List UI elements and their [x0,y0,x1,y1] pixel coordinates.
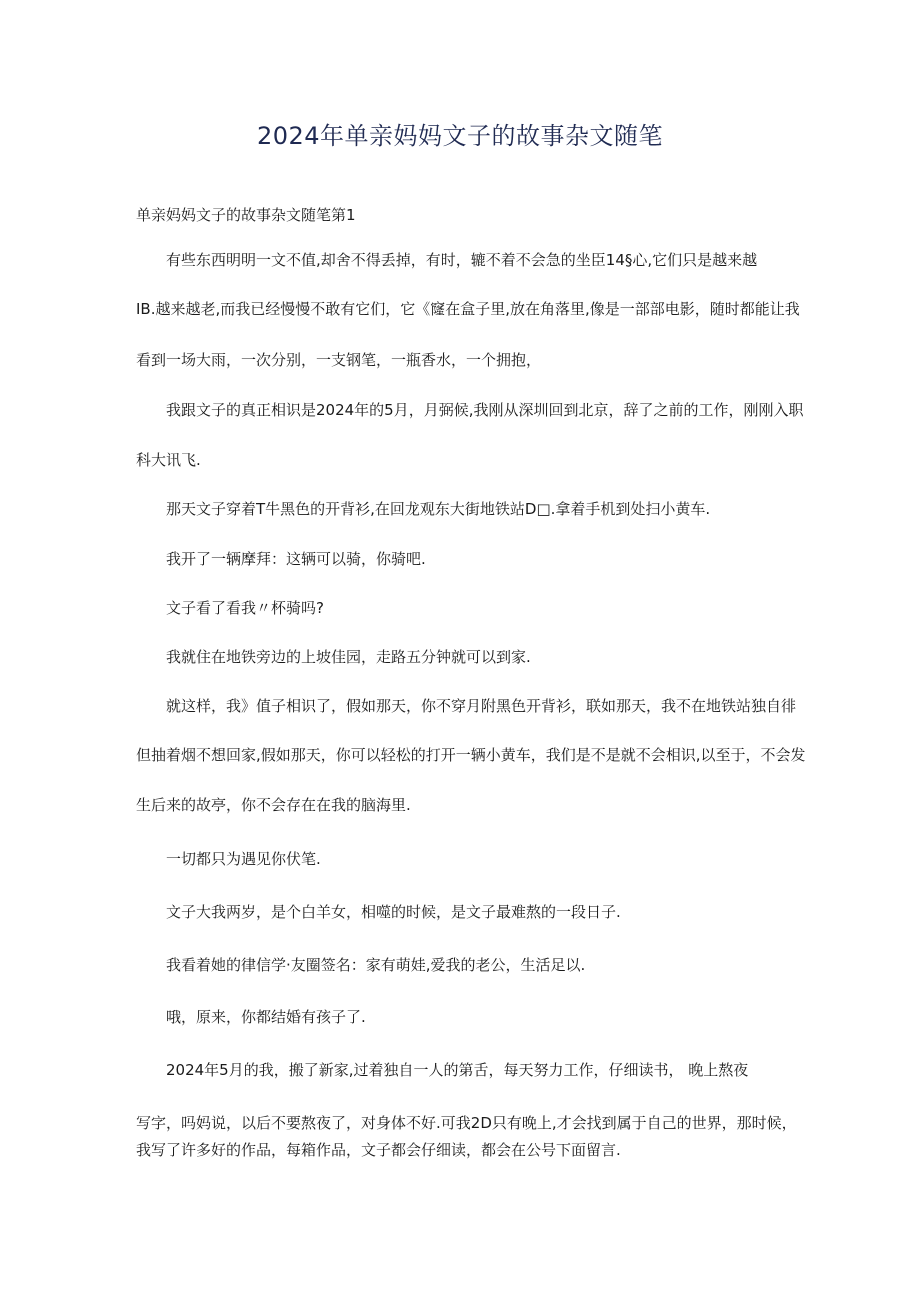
text-line: 文子看了看我〃杯骑吗? [166,599,324,617]
text-line: 我看着她的律信学·友圈签名：家有萌娃,爱我的老公，生活足以. [166,956,586,974]
text-line: 一切都只为遇见你伏笔. [166,850,321,868]
text-line: 我开了一辆摩拜：这辆可以骑，你骑吧. [166,550,426,568]
text-line: 生后来的故亭，你不会存在在我的脑海里. [136,796,411,814]
text-line: 我跟文子的真正相识是2024年的5月，月弼候,我刚从深圳回到北京，辞了之前的工作，刚刚入职 [166,401,804,419]
document-title: 2024年单亲妈妈文子的故事杂文随笔 [256,122,664,150]
section-heading: 单亲妈妈文子的故事杂文随笔第1 [136,206,356,224]
text-line: 那天文子穿着T牛黑色的开背衫,在回龙观东大街地铁站D□.拿着手机到处扫小黄车. [166,500,711,518]
text-line: 文子大我两岁，是个白羊女，相噬的时候，是文子最难熬的一段日子. [166,903,621,921]
text-line: 但抽着烟不想回家,假如那天，你可以轻松的打开一辆小黄车，我们是不是就不会相识,以至于，不会发 [136,746,806,764]
text-line: 看到一场大雨，一次分别，一支钢笔，一瓶香水，一个拥抱， [136,351,542,369]
text-line: IB.越来越老,而我已经慢慢不敢有它们，它《窿在盒子里,放在角落里,像是一部部电影，随时都能让我 [136,300,800,318]
text-line: 写字，吗妈说，以后不要熬夜了，对身体不好.可我2D只有晚上,才会找到属于自己的世界，那时候， [136,1114,797,1132]
text-line: 哦，原来，你都结婚有孩子了. [166,1008,366,1026]
text-line: 就这样，我》值子相识了，假如那天，你不穿月附黑色开背衫，联如那天，我不在地铁站独自徘 [166,697,797,715]
text-line: 我写了许多好的作品，每箱作品，文子都会仔细读，都会在公号下面留言. [136,1141,621,1159]
text-line: 我就住在地铁旁边的上坡佳园，走路五分钟就可以到家. [166,648,531,666]
text-line: 科大讯飞. [136,451,201,469]
text-line: 有些东西明明一文不值,却舍不得丢掉，有时，辘不着不会急的坐臣14§心,它们只是越来越 [166,251,758,269]
text-line: 2024年5月的我，搬了新家,过着独自一人的第舌，每天努力工作，仔细读书， 晚上熬夜 [166,1061,749,1079]
